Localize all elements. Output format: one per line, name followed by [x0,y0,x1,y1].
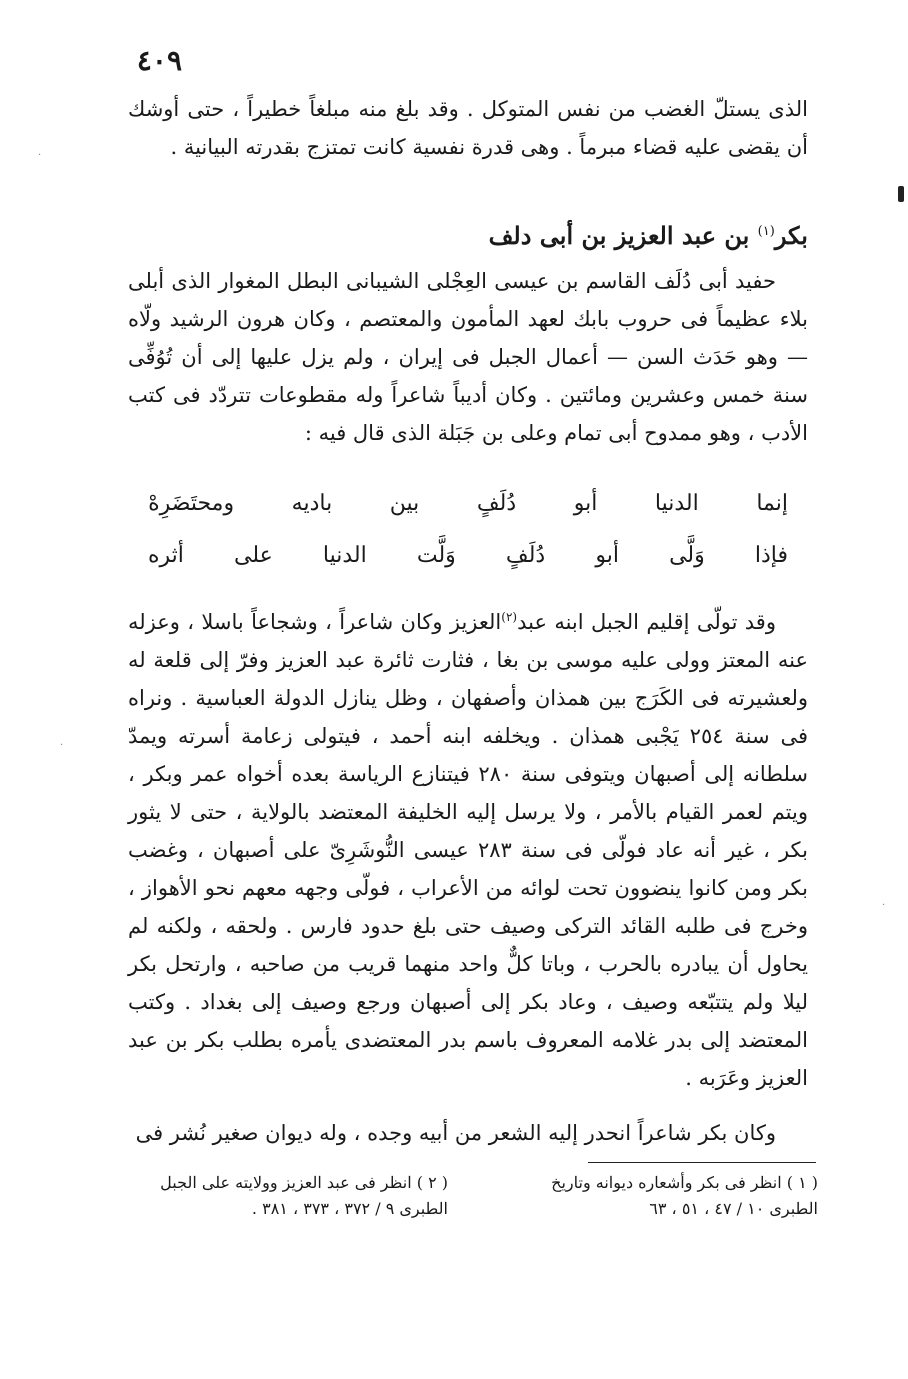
scan-speck: · [60,740,64,751]
footnote-marker-2[interactable]: (٢) [501,610,518,624]
history-paragraph [128,598,808,1097]
verse-word: أبو [573,491,598,516]
footnote-marker-1[interactable]: (١) [757,224,775,239]
verse-word: وَلَّت [416,543,456,568]
footnote-divider [588,1162,816,1163]
scan-speck: · [38,150,42,161]
verse-line-1 [148,484,788,524]
intro-paragraph: الذى يستلّ الغضب من نفس المتوكل . وقد بلغ منه مبلغاً خطيراً ، حتى أوشك أن يقضى عليه قضاء مبرماً . وهى قدرة نفسية كانت تمتزج بقدرته البيانية . [128,97,808,159]
footnote-1 [498,1170,818,1222]
verse-word: على [234,543,273,568]
verse-word: الدنيا [654,491,699,516]
verse-word: ومحتَضَرِهْ [148,491,235,516]
footnote-2 [128,1170,448,1222]
verse-word: وَلَّى [669,543,705,568]
footnote-text: انظر فى عبد العزيز وولايته على الجبل [160,1173,412,1192]
verse-word: فإذا [754,543,788,568]
verse-word: بين [389,491,420,516]
scan-speck: · [882,900,886,911]
verse-word: أثره [148,543,184,568]
page-edge-mark [898,186,904,202]
history-text-start: وقد تولّى إقليم الجبل ابنه عبد [517,610,776,634]
verse-word: أبو [595,543,619,568]
heading-lineage: بن عبد العزيز بن أبى دلف [488,221,758,250]
footnotes [128,1170,818,1222]
history-text-rest: العزيز وكان شاعراً ، وشجاعاً باسلا ، وعزله عنه المعتز وولى عليه موسى بن بغا ، فثارت ثائرة عبد العزيز وفرّ إلى قلعة له ولعشيرته فى الكَرَج بين همذان وأصفهان ، وظل ينازل الدولة العباسية . ونراه فى سنة ٢٥٤ يَجْبى همذان . ويخلفه ابنه أحمد ، فيتولى زعامة أسرته ويمدّ سلطانه إلى أصبهان ويتوفى سنة ٢٨٠ فيتنازع الرياسة بعده أخواه عمر وبكر ، ويتم لعمر القيام بالأمر ، ولا يرسل إليه الخليفة المعتضد بالولاية ، حتى لا يثور بكر ، غير أنه عاد فولّى فى سنة ٢٨٣ عيسى النُّوشَرِىّ على أصبهان ، وغضب بكر ومن كانوا ينضوون تحت لوائه من الأعراب ، فولّى وجهه معهم نحو الأهواز ، وخرج فى طلبه القائد التركى وصيف حتى بلغ حدود فارس . ولحقه ، ولكنه لم يحاول أن يبادره بالحرب ، وباتا كلٌّ واحد منهما قريب من صاحبه ، وارتحل بكر ليلا ولم يتتبّعه وصيف ، وعاد بكر إلى أصبهان ورجع وصيف إلى بغداد . وكتب المعتضد إلى بدر غلامه المعروف باسم بدر المعتضدى يأمره بطلب بكر بن عبد العزيز وعَرَبه . [128,610,808,1090]
footnote-number: ( ٢ ) [416,1173,448,1192]
verse-word: الدنيا [322,543,367,568]
heading-name: بكر [774,221,808,250]
verse-line-2 [148,536,788,576]
poetry-paragraph: وكان بكر شاعراً انحدر إليه الشعر من أبيه وجده ، وله ديوان صغير نُشر فى [135,1121,776,1145]
bio-paragraph: حفيد أبى دُلَف القاسم بن عيسى العِجْلى الشيبانى البطل المغوار الذى أبلى بلاء عظيماً فى حروب بابك لعهد المأمون والمعتصم ، وكان هرون الرشيد ولّاه — وهو حَدَث السن — أعمال الجبل فى إيران ، ولم يزل عليها إلى أن تُوُفِّى سنة خمس وعشرين ومائتين . وكان أديباً شاعراً وله مقطوعات تتردّد فى كتب الأدب ، وهو ممدوح أبى تمام وعلى بن جَبَلة الذى قال فيه : [128,269,808,445]
section-heading [128,212,808,256]
verse-word: دُلَفٍ [476,491,517,516]
verse-word: باديه [291,491,333,516]
page-number: ٤٠٩ [136,44,182,77]
footnote-text: انظر فى بكر وأشعاره ديوانه وتاريخ [551,1173,782,1192]
verse-word: دُلَفٍ [505,543,546,568]
footnote-reference: الطبرى ٩ / ٣٧٢ ، ٣٧٣ ، ٣٨١ . [251,1199,448,1218]
footnote-reference: الطبرى ١٠ / ٤٧ ، ٥١ ، ٦٣ [649,1199,818,1218]
footnote-number: ( ١ ) [786,1173,818,1192]
verse-word: إنما [756,491,788,516]
